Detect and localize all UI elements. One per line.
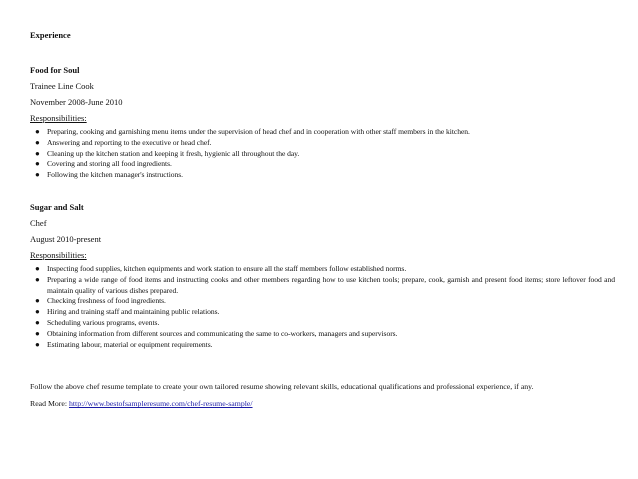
list-item: ● Answering and reporting to the executive or head chef.	[35, 137, 212, 147]
footer	[30, 381, 615, 409]
responsibilities-label: Responsibilities:	[30, 113, 87, 123]
footer-note: Follow the above chef resume template to create your own tailored resume showing relevant skills, educational qualifications and professional experience, if any.	[30, 382, 534, 392]
bullet-icon: ●	[35, 170, 40, 180]
responsibilities-list	[30, 264, 615, 350]
bullet-icon: ●	[35, 307, 40, 317]
read-more-line	[30, 398, 615, 409]
list-item: ● Obtaining information from different sources and communicating the same to co-workers, managers and supervisors.	[35, 328, 398, 338]
read-more-link[interactable]: http://www.bestofsampleresume.com/chef-resume-sample/	[68, 399, 253, 409]
list-item: ● Inspecting food supplies, kitchen equipments and work station to ensure all the staff members follow established norms.	[35, 263, 407, 273]
job-title: Trainee Line Cook	[30, 81, 94, 91]
bullet-icon: ●	[35, 263, 40, 273]
bullet-icon: ●	[35, 317, 40, 327]
list-item: ● Covering and storing all food ingredients.	[35, 159, 172, 169]
list-item: ● Preparing a wide range of food items and instructing cooks and other members regarding how to use kitchen tools; prepare, cook, garnish and present food items; store leftover food and maintain quality of various dishes prepared.	[35, 274, 615, 295]
responsibilities-label: Responsibilities:	[30, 249, 87, 260]
bullet-icon: ●	[35, 296, 40, 306]
read-more-label: Read More:	[30, 399, 68, 409]
bullet-icon: ●	[35, 148, 40, 158]
list-item: ● Hiring and training staff and maintaining public relations.	[35, 307, 220, 317]
list-item: ● Scheduling various programs, events.	[35, 317, 160, 327]
list-item: ● Cleaning up the kitchen station and keeping it fresh, hygienic all throughout the day.	[35, 148, 300, 158]
section-title: Experience	[30, 30, 71, 40]
bullet-icon: ●	[35, 137, 40, 147]
job-dates: November 2008-June 2010	[30, 97, 123, 107]
bullet-icon: ●	[35, 339, 40, 349]
job-dates: August 2010-present	[30, 233, 102, 244]
job-entry-food-for-soul	[30, 65, 615, 181]
responsibilities-list	[30, 127, 615, 181]
company-name: Food for Soul	[30, 65, 80, 75]
job-title: Chef	[30, 217, 47, 228]
resume-page	[30, 30, 615, 409]
list-item: ● Following the kitchen manager's instructions.	[35, 170, 183, 180]
bullet-icon: ●	[35, 127, 40, 136]
company-name: Sugar and Salt	[30, 201, 84, 212]
bullet-icon: ●	[35, 274, 40, 284]
list-item: ● Checking freshness of food ingredients.	[35, 296, 166, 306]
list-item: ● Estimating labour, material or equipment requirements.	[35, 339, 213, 349]
list-item: ● Preparing, cooking and garnishing menu items under the supervision of head chef and in cooperation with other staff members in the kitchen.	[35, 127, 470, 136]
job-entry-sugar-and-salt	[30, 202, 615, 350]
bullet-icon: ●	[35, 159, 40, 169]
bullet-icon: ●	[35, 328, 40, 338]
